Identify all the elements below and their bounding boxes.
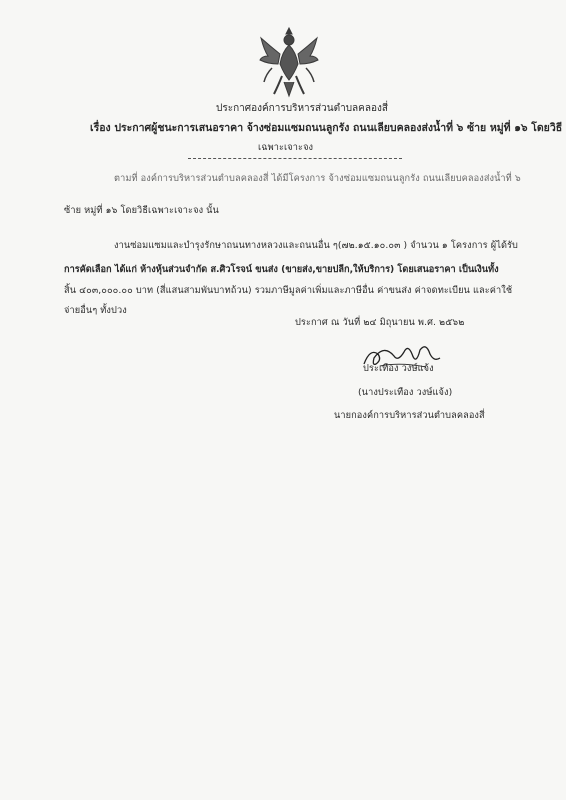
paragraph-2-line-2: การคัดเลือก ได้แก่ ห้างหุ้นส่วนจำกัด ส.ศิวโรจน์ ขนส่ง (ขายส่ง,ขายปลีก,ให้บริการ) โดยเสนอราคา เป็นเงินทั้ง — [64, 264, 499, 275]
paragraph-1-line-2: ซ้าย หมู่ที่ ๑๖ โดยวิธีเฉพาะเจาะจง นั้น — [64, 205, 219, 216]
signer-full-name: (นางประเทือง วงษ์แจ้ง) — [358, 387, 453, 398]
paragraph-2-line-4: จ่ายอื่นๆ ทั้งปวง — [64, 305, 127, 316]
paragraph-2-line-3: สิ้น ๔๐๓,๐๐๐.๐๐ บาท (สี่แสนสามพันบาทถ้วน) รวมภาษีมูลค่าเพิ่มและภาษีอื่น ค่าขนส่ง ค่าจดทะเบียน และค่าใช้ — [64, 285, 513, 296]
announcement-date: ประกาศ ณ วันที่ ๒๔ มิถุนายน พ.ศ. ๒๕๖๒ — [295, 317, 465, 328]
signer-position: นายกองค์การบริหารส่วนตำบลคลองสี่ — [334, 410, 485, 421]
paragraph-2-line-1: งานซ่อมแซมและบำรุงรักษาถนนทางหลวงและถนนอื่น ๆ(๗๒.๑๕.๑๐.๐๓ ) จำนวน ๑ โครงการ ผู้ได้รับ — [114, 240, 518, 251]
org-title: ประกาศองค์การบริหารส่วนตำบลคลองสี่ — [216, 103, 388, 114]
paragraph-1-line-1: ตามที่ องค์การบริหารส่วนตำบลคลองสี่ ได้มีโครงการ จ้างซ่อมแซมถนนลูกรัง ถนนเลียบคลองส่งน้ำที่ ๖ — [114, 173, 521, 184]
subject-line-2: เฉพาะเจาะจง — [258, 142, 314, 153]
subject-line-1: เรื่อง ประกาศผู้ชนะการเสนอราคา จ้างซ่อมแซมถนนลูกรัง ถนนเลียบคลองส่งน้ำที่ ๖ ซ้าย หมู่ที่ ๑๖ โดยวิธี — [90, 122, 563, 134]
divider-line — [188, 158, 402, 159]
garuda-emblem-icon — [258, 24, 320, 98]
signer-name: ประเทือง วงษ์แจ้ง — [363, 363, 434, 374]
